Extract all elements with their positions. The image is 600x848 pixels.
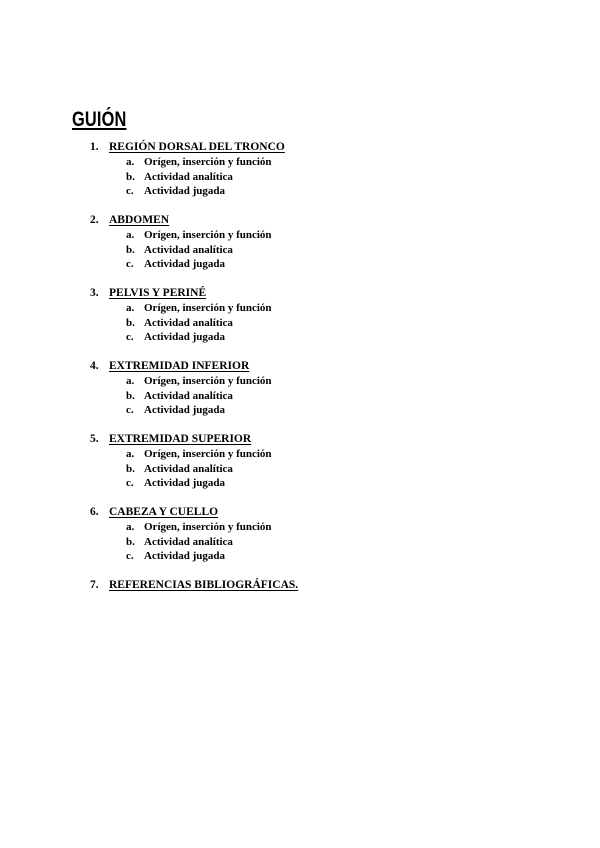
section-7	[90, 579, 570, 594]
subitem	[126, 317, 570, 332]
subitem-letter: a.	[126, 302, 135, 314]
subitem	[126, 229, 570, 244]
subitem-letter: a.	[126, 156, 135, 168]
section-1	[90, 141, 570, 200]
subitem	[126, 463, 570, 478]
section-heading	[90, 433, 570, 448]
section-5	[90, 433, 570, 492]
subitem-text: Actividad jugada	[144, 550, 225, 563]
subitem	[126, 390, 570, 405]
section-heading	[90, 579, 570, 594]
subitem	[126, 302, 570, 317]
subitem-letter: b.	[126, 243, 135, 256]
subitem-text: Orígen, inserción y función	[144, 229, 272, 241]
subitem-letter: c.	[126, 477, 134, 490]
subitem-text: Actividad jugada	[144, 185, 225, 198]
subitem-letter: b.	[126, 462, 135, 475]
subitem	[126, 171, 570, 186]
subitem	[126, 258, 570, 273]
section-number: 5.	[90, 433, 99, 445]
section-title: REFERENCIAS BIBLIOGRÁFICAS.	[109, 579, 299, 591]
subitem-text: Actividad analítica	[144, 170, 233, 183]
section-6	[90, 506, 570, 565]
subitem-letter: c.	[126, 331, 134, 344]
subitem-letter: a.	[126, 375, 135, 387]
section-heading	[90, 214, 570, 229]
section-title: ABDOMEN	[109, 214, 170, 226]
subitem-text: Actividad jugada	[144, 404, 225, 417]
subitem-letter: c.	[126, 404, 134, 417]
section-3	[90, 287, 570, 346]
section-number: 3.	[90, 287, 99, 299]
subitem-letter: b.	[126, 316, 135, 329]
page-title: GUIÓN	[72, 108, 127, 131]
subitem-text: Actividad analítica	[144, 462, 233, 475]
subitem-letter: c.	[126, 550, 134, 563]
section-number: 2.	[90, 214, 99, 226]
subitem	[126, 521, 570, 536]
subitem-text: Actividad jugada	[144, 331, 225, 344]
subitem-letter: c.	[126, 185, 134, 198]
subitem-text: Actividad jugada	[144, 477, 225, 490]
subitem-letter: c.	[126, 258, 134, 271]
subitem-text: Actividad analítica	[144, 389, 233, 402]
section-title: EXTREMIDAD INFERIOR	[109, 360, 250, 372]
subitem	[126, 536, 570, 551]
subitem	[126, 331, 570, 346]
subitem	[126, 156, 570, 171]
section-title: REGIÓN DORSAL DEL TRONCO	[109, 141, 285, 153]
subitem	[126, 477, 570, 492]
subitem-text: Orígen, inserción y función	[144, 521, 272, 533]
section-heading	[90, 287, 570, 302]
subitem-letter: a.	[126, 448, 135, 460]
subitem-text: Orígen, inserción y función	[144, 302, 272, 314]
section-number: 6.	[90, 506, 99, 518]
subitem-letter: b.	[126, 389, 135, 402]
section-number: 1.	[90, 141, 99, 153]
subitem-text: Actividad analítica	[144, 535, 233, 548]
section-heading	[90, 360, 570, 375]
section-number: 7.	[90, 579, 99, 591]
section-2	[90, 214, 570, 273]
section-heading	[90, 506, 570, 521]
subitem-text: Orígen, inserción y función	[144, 448, 272, 460]
subitem	[126, 244, 570, 259]
subitem	[126, 404, 570, 419]
subitem-text: Orígen, inserción y función	[144, 156, 272, 168]
section-title: CABEZA Y CUELLO	[109, 506, 219, 518]
subitem-letter: b.	[126, 535, 135, 548]
subitem-letter: a.	[126, 229, 135, 241]
subitem	[126, 448, 570, 463]
subitem-letter: a.	[126, 521, 135, 533]
subitem	[126, 550, 570, 565]
section-title: PELVIS Y PERINÉ	[109, 287, 207, 299]
subitem-letter: b.	[126, 170, 135, 183]
subitem	[126, 185, 570, 200]
subitem	[126, 375, 570, 390]
section-4	[90, 360, 570, 419]
subitem-text: Actividad analítica	[144, 243, 233, 256]
subitem-text: Actividad analítica	[144, 316, 233, 329]
subitem-text: Orígen, inserción y función	[144, 375, 272, 387]
section-title: EXTREMIDAD SUPERIOR	[109, 433, 252, 445]
section-heading	[90, 141, 570, 156]
subitem-text: Actividad jugada	[144, 258, 225, 271]
section-number: 4.	[90, 360, 99, 372]
